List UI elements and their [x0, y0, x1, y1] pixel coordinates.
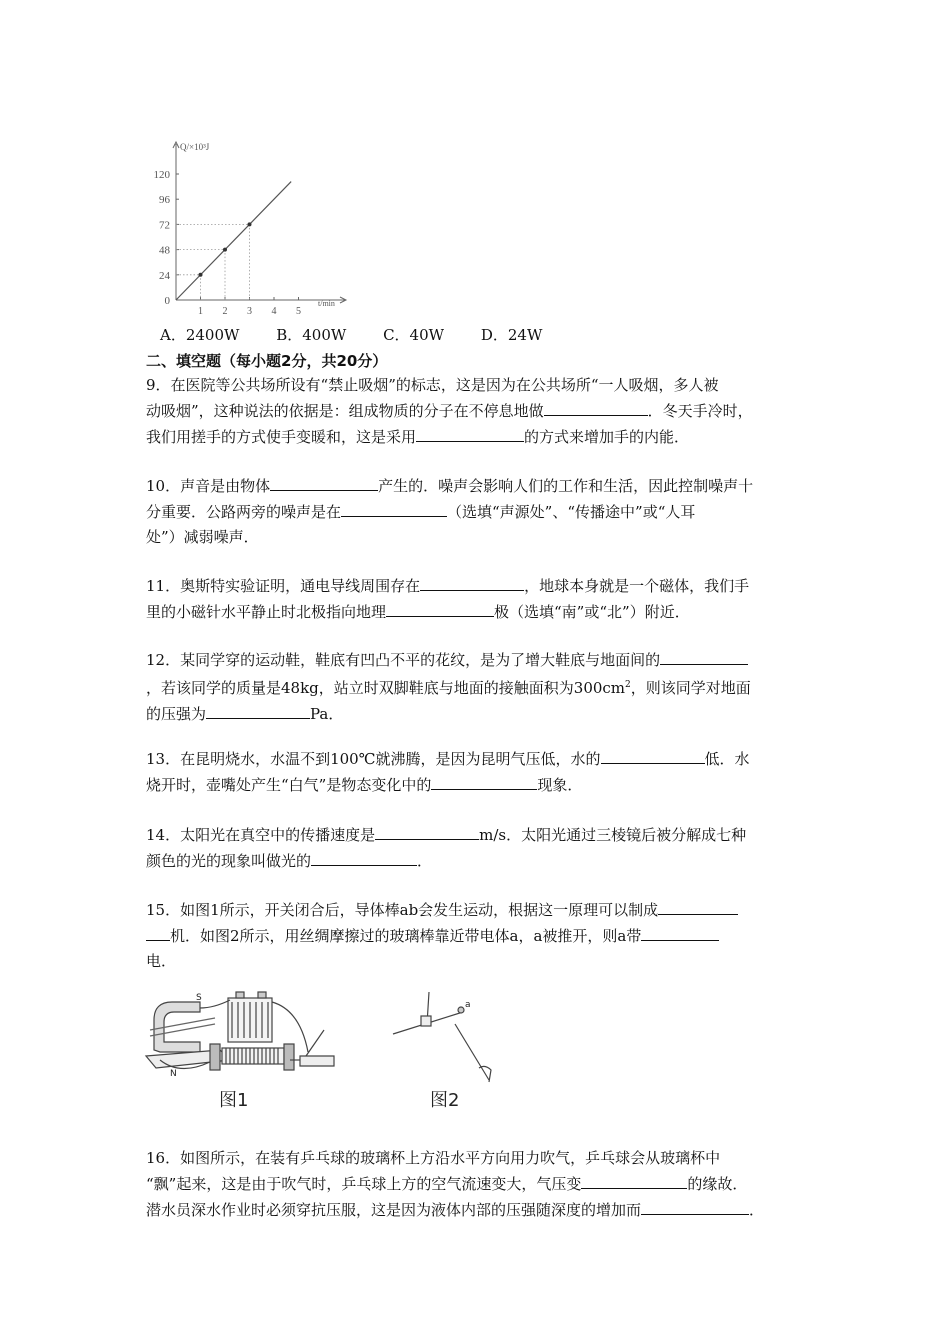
chart-y-tick-label: 72 [159, 219, 170, 232]
q15-text: 15．如图1所示，开关闭合后，导体棒ab会发生运动，根据这一原理可以制成 [146, 901, 659, 919]
q12-superscript: 2 [625, 680, 631, 690]
q16-text: 潜水员深水作业时必须穿抗压服，这是因为液体内部的压强随深度的增加而 [146, 1201, 642, 1219]
q10-text: 分重要．公路两旁的噪声是在 [146, 503, 342, 521]
q16-blank-2[interactable] [641, 1197, 749, 1215]
q14-text: ． [417, 852, 433, 870]
question-14 [146, 822, 812, 874]
q11-text: ，地球本身就是一个磁体，我们手 [524, 577, 750, 595]
q16-blank-1[interactable] [581, 1171, 687, 1189]
chart-x-tick-label: 2 [222, 306, 228, 317]
chart-data-point [199, 273, 203, 277]
q12-text: 12．某同学穿的运动鞋，鞋底有凹凸不平的花纹，是为了增大鞋底与地面间的 [146, 651, 661, 669]
q12-text: 的压强为 [146, 705, 207, 723]
q9-blank-2[interactable] [416, 424, 524, 442]
q9-blank-1[interactable] [544, 398, 648, 416]
q13-text: 现象． [537, 776, 583, 794]
q9-text: ．冬天手冷时， [647, 402, 753, 420]
q13-text: 13．在昆明烧水，水温不到100℃就沸腾，是因为昆明气压低，水的 [146, 750, 601, 768]
figure-2-charged-rod [385, 990, 495, 1085]
chart-y-tick-label: 96 [159, 194, 170, 207]
q11-text: 极（选填“南”或“北”）附近． [494, 603, 690, 621]
q11-text: 里的小磁针水平静止时北极指向地理 [146, 603, 387, 621]
q14-blank-2[interactable] [311, 848, 417, 866]
question-10 [146, 473, 812, 550]
q15-blank-1b[interactable] [146, 923, 170, 941]
q12-text: ，若该同学的质量是48kg，站立时双脚鞋底与地面的接触面积为300cm [146, 679, 626, 697]
question-15 [146, 897, 812, 974]
chart-x-tick-label: 1 [198, 306, 203, 317]
q9-text: 动吸烟”，这种说法的依据是：组成物质的分子在不停息地做 [146, 402, 544, 420]
q12-blank-1[interactable] [660, 647, 748, 665]
q14-text: 14．太阳光在真空中的传播速度是 [146, 826, 376, 844]
chart-data-point [223, 248, 227, 252]
question-12 [146, 647, 812, 727]
q11-blank-2[interactable] [386, 599, 494, 617]
chart-series-line [176, 182, 291, 300]
option-b[interactable]: B．400W [276, 326, 347, 344]
chart-y-tick-label: 0 [164, 295, 170, 307]
fig1-n-label: N [170, 1069, 177, 1079]
q14-blank-1[interactable] [375, 822, 479, 840]
q15-text: 机．如图2所示，用丝绸摩擦过的玻璃棒靠近带电体a，a被推开，则a带 [170, 927, 642, 945]
fig2-a-label: a [465, 1000, 471, 1010]
q15-blank-1a[interactable] [658, 897, 738, 915]
chart-y-axis-label: Q/×10³J [180, 142, 210, 152]
q15-line-3: 电． [146, 952, 177, 970]
question-13 [146, 746, 812, 798]
figure-1-apparatus [140, 990, 340, 1080]
chart-y-tick-label: 24 [159, 269, 170, 282]
question-11 [146, 573, 812, 625]
q10-blank-1[interactable] [270, 473, 378, 491]
q12-text: Pa． [310, 705, 344, 723]
q9-line-1: 9．在医院等公共场所设有“禁止吸烟”的标志，这是因为在公共场所“一人吸烟，多人被 [146, 376, 719, 394]
chart-y-tick-label: 120 [153, 169, 170, 181]
heat-time-chart [140, 138, 360, 328]
q16-line-1: 16．如图所示，在装有乒乓球的玻璃杯上方沿水平方向用力吹气，乒乓球会从玻璃杯中 [146, 1149, 721, 1167]
chart-x-tick-label: 4 [271, 306, 277, 317]
q13-blank-1[interactable] [601, 746, 705, 764]
q14-text: 颜色的光的现象叫做光的 [146, 852, 312, 870]
answer-options [160, 324, 574, 345]
option-c[interactable]: C．40W [383, 326, 445, 344]
q10-text: 产生的．噪声会影响人们的工作和生活，因此控制噪声十 [378, 477, 754, 495]
q16-text: ． [749, 1201, 765, 1219]
q11-blank-1[interactable] [420, 573, 524, 591]
chart-data-point [248, 222, 252, 226]
q9-text: 的方式来增加手的内能． [524, 428, 690, 446]
option-d[interactable]: D．24W [480, 326, 543, 344]
q9-text: 我们用搓手的方式使手变暖和，这是采用 [146, 428, 417, 446]
question-9 [146, 373, 812, 450]
q10-text: （选填“声源处”、“传播途中”或“人耳 [447, 503, 696, 521]
figure-1-label: 图1 [219, 1090, 249, 1111]
chart-x-axis-label: t/min [318, 299, 335, 308]
q16-text: “飘”起来，这是由于吹气时，乒乓球上方的空气流速变大，气压变 [146, 1175, 582, 1193]
chart-y-tick-label: 48 [159, 244, 170, 257]
q12-blank-2[interactable] [206, 701, 310, 719]
q13-blank-2[interactable] [431, 772, 537, 790]
chart-x-tick-label: 3 [247, 306, 252, 317]
question-16 [146, 1146, 812, 1223]
q13-text: 低．水 [704, 750, 750, 768]
q10-text: 10．声音是由物体 [146, 477, 271, 495]
q15-blank-2[interactable] [641, 923, 719, 941]
q10-blank-2[interactable] [341, 499, 447, 517]
q10-line-3: 处”）减弱噪声． [146, 528, 259, 546]
chart-x-tick-label: 5 [296, 306, 301, 317]
q13-text: 烧开时，壶嘴处产生“白气”是物态变化中的 [146, 776, 432, 794]
figure-2-label: 图2 [430, 1090, 460, 1111]
section-title: 二、填空题（每小题2分，共20分） [146, 352, 388, 370]
fig1-s-label: S [196, 993, 202, 1003]
q11-text: 11．奥斯特实验证明，通电导线周围存在 [146, 577, 421, 595]
q12-text: ，则该同学对地面 [630, 679, 751, 697]
option-a[interactable]: A．2400W [160, 326, 240, 344]
q14-text: m/s．太阳光通过三棱镜后被分解成七种 [479, 826, 747, 844]
q16-text: 的缘故． [687, 1175, 748, 1193]
